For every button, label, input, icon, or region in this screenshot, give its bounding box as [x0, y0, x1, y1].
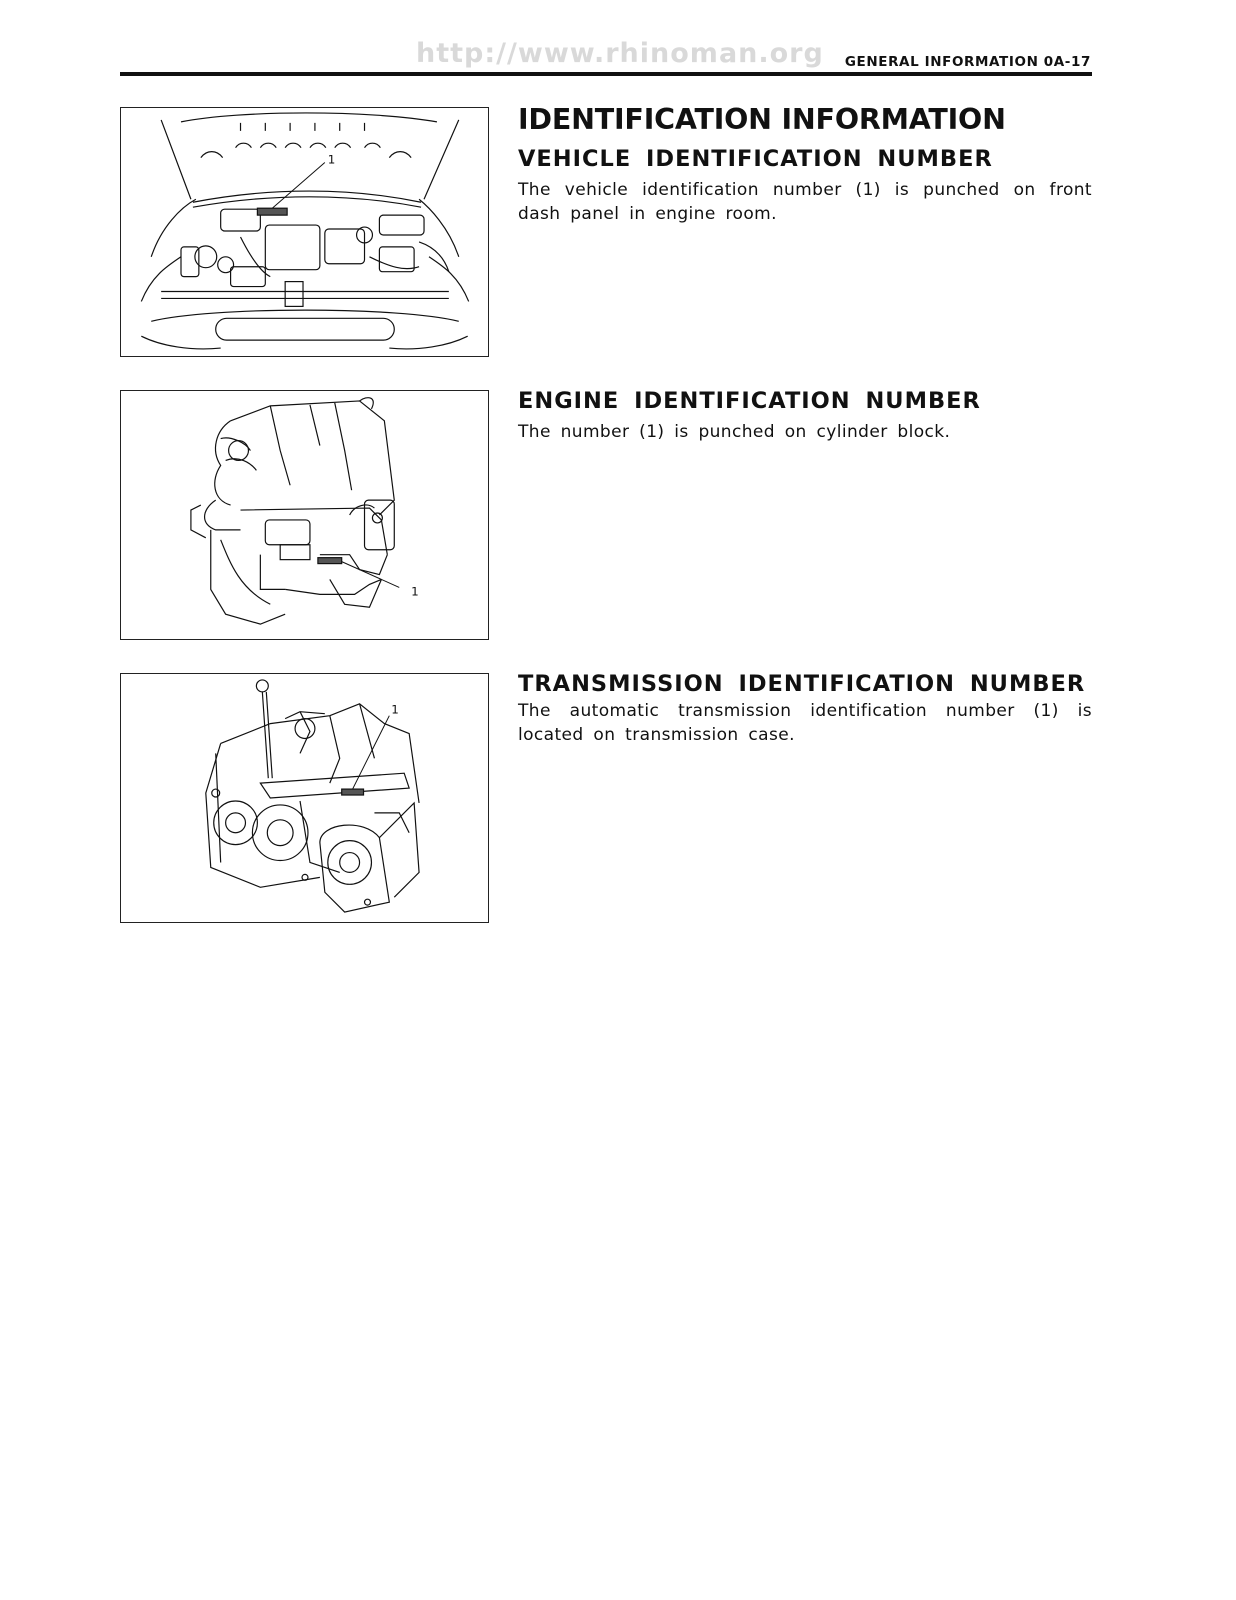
callout-label: 1 — [391, 702, 399, 717]
vehicle-id-section — [518, 103, 1092, 226]
engine-id-section — [518, 386, 1092, 444]
transmission-illustration — [121, 674, 488, 922]
callout-label: 1 — [411, 584, 419, 599]
watermark-url: http://www.rhinoman.org — [416, 38, 824, 69]
section-body: The number (1) is punched on cylinder block. — [518, 422, 951, 442]
vehicle-id-figure — [120, 107, 489, 357]
section-body: The automatic transmission identification number (1) is located on transmission case. — [518, 701, 1092, 745]
transmission-id-figure — [120, 673, 489, 923]
header-rule — [120, 72, 1092, 76]
section-title: ENGINE IDENTIFICATION NUMBER — [518, 388, 981, 414]
transmission-id-section — [518, 669, 1092, 747]
section-body: The vehicle identification number (1) is punched on front dash panel in engine room. — [518, 180, 1092, 224]
engine-room-illustration — [121, 108, 488, 356]
page-title: IDENTIFICATION INFORMATION — [518, 103, 1006, 136]
engine-id-figure — [120, 390, 489, 640]
engine-block-illustration — [121, 391, 488, 639]
callout-label: 1 — [327, 152, 336, 167]
section-title: VEHICLE IDENTIFICATION NUMBER — [518, 146, 993, 172]
page-header: GENERAL INFORMATION 0A-17 — [844, 54, 1091, 70]
section-title: TRANSMISSION IDENTIFICATION NUMBER — [518, 671, 1086, 697]
